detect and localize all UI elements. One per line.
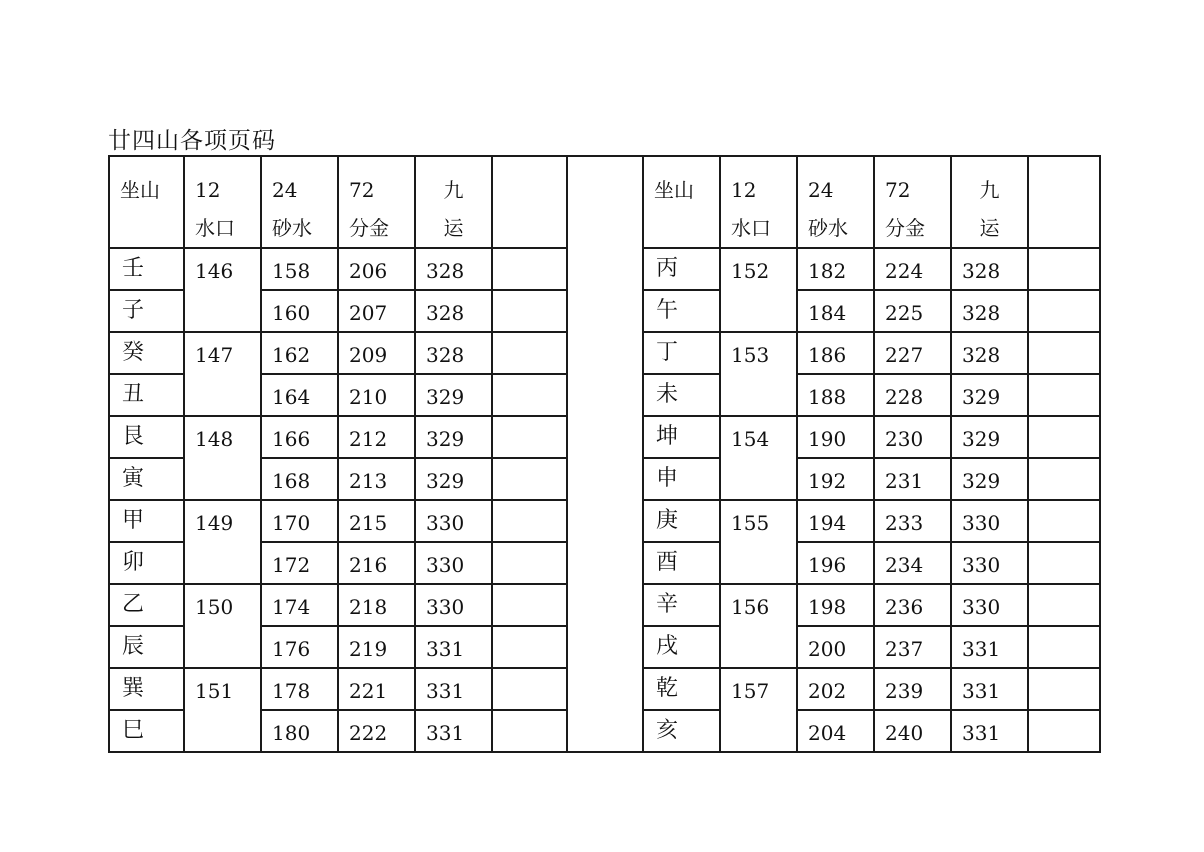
- sha-shui-cell: [797, 500, 874, 542]
- water-mouth-cell: [720, 668, 797, 752]
- mountain-cell-text: 子: [122, 298, 145, 323]
- fen-jin-cell-text: 225: [885, 301, 924, 325]
- fen-jin-cell: [338, 416, 415, 458]
- water-mouth-cell: [184, 416, 261, 500]
- water-mouth-cell: [184, 248, 261, 332]
- header-mountain-left: 坐山: [109, 156, 184, 248]
- sha-shui-cell-text: 176: [272, 637, 311, 661]
- header-blank-left: [492, 156, 567, 248]
- sha-shui-cell: [797, 248, 874, 290]
- mountain-cell-text: 庚: [656, 508, 679, 533]
- mountain-cell: [643, 290, 720, 332]
- water-mouth-cell-text: 152: [731, 259, 770, 283]
- header-fen-jin-right: 72 分金: [874, 156, 951, 248]
- sha-shui-cell-text: 182: [808, 259, 847, 283]
- sha-shui-cell-text: 170: [272, 511, 311, 535]
- jiu-yun-cell: [415, 710, 492, 752]
- fen-jin-cell-text: 236: [885, 595, 924, 619]
- mountain-cell-text: 酉: [656, 550, 679, 575]
- fen-jin-cell: [874, 710, 951, 752]
- water-mouth-cell-text: 148: [195, 427, 234, 451]
- water-mouth-cell-text: 155: [731, 511, 770, 535]
- mountain-cell-text: 辛: [656, 592, 679, 617]
- jiu-yun-cell: [415, 626, 492, 668]
- jiu-yun-cell-text: 328: [962, 301, 1001, 325]
- sha-shui-cell: [797, 668, 874, 710]
- fen-jin-cell: [338, 374, 415, 416]
- jiu-yun-cell-text: 328: [426, 301, 465, 325]
- sha-shui-cell: [261, 416, 338, 458]
- header-mountain-right: 坐山: [643, 156, 720, 248]
- mountain-cell-text: 坤: [656, 424, 679, 449]
- jiu-yun-cell-text: 329: [962, 469, 1001, 493]
- jiu-yun-cell: [951, 710, 1028, 752]
- jiu-yun-cell: [415, 584, 492, 626]
- blank-cell: [1028, 332, 1100, 374]
- mountain-cell-text: 卯: [122, 550, 145, 575]
- mountain-cell: [109, 584, 184, 626]
- jiu-yun-cell: [415, 416, 492, 458]
- jiu-yun-cell: [415, 542, 492, 584]
- water-mouth-cell-text: 146: [195, 259, 234, 283]
- fen-jin-cell-text: 222: [349, 721, 388, 745]
- header-jiu-yun-right: 九 运: [951, 156, 1028, 248]
- blank-cell: [492, 710, 567, 752]
- sha-shui-cell: [797, 332, 874, 374]
- mountain-cell-text: 亥: [656, 718, 679, 743]
- fen-jin-cell-text: 234: [885, 553, 924, 577]
- jiu-yun-cell-text: 329: [426, 427, 465, 451]
- jiu-yun-cell-text: 331: [426, 679, 465, 703]
- water-mouth-cell: [184, 668, 261, 752]
- water-mouth-cell: [720, 332, 797, 416]
- blank-cell: [492, 668, 567, 710]
- mountain-cell: [643, 584, 720, 626]
- mountain-cell-text: 丑: [122, 382, 145, 407]
- sha-shui-cell-text: 204: [808, 721, 847, 745]
- jiu-yun-cell: [951, 500, 1028, 542]
- fen-jin-cell-text: 239: [885, 679, 924, 703]
- blank-cell: [492, 374, 567, 416]
- blank-cell: [1028, 374, 1100, 416]
- blank-cell: [1028, 500, 1100, 542]
- jiu-yun-cell: [415, 458, 492, 500]
- sha-shui-cell: [797, 542, 874, 584]
- fen-jin-cell: [874, 668, 951, 710]
- mountain-cell-text: 丙: [656, 256, 679, 281]
- sha-shui-cell: [797, 458, 874, 500]
- mountain-cell: [109, 290, 184, 332]
- sha-shui-cell-text: 202: [808, 679, 847, 703]
- blank-cell: [1028, 710, 1100, 752]
- mountain-cell: [109, 458, 184, 500]
- fen-jin-cell: [874, 626, 951, 668]
- sha-shui-cell: [797, 416, 874, 458]
- jiu-yun-cell-text: 329: [962, 427, 1001, 451]
- jiu-yun-cell: [951, 668, 1028, 710]
- sha-shui-cell-text: 178: [272, 679, 311, 703]
- fen-jin-cell: [338, 332, 415, 374]
- sha-shui-cell-text: 186: [808, 343, 847, 367]
- jiu-yun-cell-text: 331: [426, 721, 465, 745]
- fen-jin-cell: [874, 248, 951, 290]
- mountain-cell-text: 午: [656, 298, 679, 323]
- jiu-yun-cell: [415, 374, 492, 416]
- jiu-yun-cell-text: 329: [426, 469, 465, 493]
- fen-jin-cell: [874, 332, 951, 374]
- fen-jin-cell-text: 210: [349, 385, 388, 409]
- fen-jin-cell-text: 240: [885, 721, 924, 745]
- header-jiu-yun-left: 九 运: [415, 156, 492, 248]
- sha-shui-cell: [797, 374, 874, 416]
- sha-shui-cell: [261, 458, 338, 500]
- blank-cell: [492, 416, 567, 458]
- jiu-yun-cell-text: 330: [426, 595, 465, 619]
- page-index-table: [108, 155, 1101, 753]
- header-water-mouth-left: 12 水口: [184, 156, 261, 248]
- mountain-cell: [109, 710, 184, 752]
- fen-jin-cell-text: 213: [349, 469, 388, 493]
- jiu-yun-cell: [951, 626, 1028, 668]
- sha-shui-cell-text: 166: [272, 427, 311, 451]
- fen-jin-cell: [874, 458, 951, 500]
- water-mouth-cell: [184, 332, 261, 416]
- water-mouth-cell-text: 153: [731, 343, 770, 367]
- fen-jin-cell: [874, 290, 951, 332]
- mountain-cell-text: 寅: [122, 466, 145, 491]
- mountain-cell: [109, 416, 184, 458]
- sha-shui-cell: [261, 248, 338, 290]
- mountain-cell-text: 乾: [656, 676, 679, 701]
- sha-shui-cell: [261, 500, 338, 542]
- blank-cell: [1028, 584, 1100, 626]
- jiu-yun-cell-text: 331: [962, 721, 1001, 745]
- fen-jin-cell: [338, 584, 415, 626]
- blank-cell: [492, 542, 567, 584]
- fen-jin-cell: [338, 710, 415, 752]
- header-sha-shui-left: 24 砂水: [261, 156, 338, 248]
- water-mouth-cell-text: 154: [731, 427, 770, 451]
- sha-shui-cell-text: 184: [808, 301, 847, 325]
- fen-jin-cell: [874, 542, 951, 584]
- page-title: 廿四山各项页码: [108, 128, 276, 154]
- jiu-yun-cell-text: 331: [962, 637, 1001, 661]
- sha-shui-cell-text: 198: [808, 595, 847, 619]
- water-mouth-cell: [720, 584, 797, 668]
- blank-cell: [1028, 668, 1100, 710]
- fen-jin-cell-text: 233: [885, 511, 924, 535]
- jiu-yun-cell-text: 330: [962, 511, 1001, 535]
- mountain-cell-text: 辰: [122, 634, 145, 659]
- fen-jin-cell-text: 212: [349, 427, 388, 451]
- mountain-cell: [109, 332, 184, 374]
- water-mouth-cell-text: 157: [731, 679, 770, 703]
- blank-cell: [492, 248, 567, 290]
- water-mouth-cell: [720, 248, 797, 332]
- fen-jin-cell: [874, 374, 951, 416]
- fen-jin-cell: [338, 500, 415, 542]
- water-mouth-cell: [720, 416, 797, 500]
- sha-shui-cell-text: 194: [808, 511, 847, 535]
- sha-shui-cell-text: 174: [272, 595, 311, 619]
- jiu-yun-cell-text: 329: [962, 385, 1001, 409]
- sha-shui-cell-text: 164: [272, 385, 311, 409]
- jiu-yun-cell-text: 331: [426, 637, 465, 661]
- blank-cell: [1028, 542, 1100, 584]
- mountain-cell: [643, 248, 720, 290]
- blank-cell: [1028, 626, 1100, 668]
- jiu-yun-cell-text: 330: [962, 595, 1001, 619]
- sha-shui-cell: [261, 290, 338, 332]
- fen-jin-cell-text: 237: [885, 637, 924, 661]
- sha-shui-cell: [261, 668, 338, 710]
- water-mouth-cell: [720, 500, 797, 584]
- fen-jin-cell: [338, 458, 415, 500]
- header-fen-jin-left: 72 分金: [338, 156, 415, 248]
- mountain-cell: [109, 374, 184, 416]
- water-mouth-cell-text: 156: [731, 595, 770, 619]
- mountain-cell: [643, 374, 720, 416]
- fen-jin-cell-text: 224: [885, 259, 924, 283]
- jiu-yun-cell: [415, 290, 492, 332]
- sha-shui-cell-text: 190: [808, 427, 847, 451]
- fen-jin-cell: [338, 542, 415, 584]
- fen-jin-cell-text: 231: [885, 469, 924, 493]
- blank-cell: [1028, 416, 1100, 458]
- blank-cell: [1028, 458, 1100, 500]
- mountain-cell: [109, 500, 184, 542]
- jiu-yun-cell: [951, 542, 1028, 584]
- mountain-cell: [643, 710, 720, 752]
- fen-jin-cell-text: 209: [349, 343, 388, 367]
- mountain-cell-text: 癸: [122, 340, 145, 365]
- jiu-yun-cell-text: 330: [426, 553, 465, 577]
- fen-jin-cell-text: 218: [349, 595, 388, 619]
- fen-jin-cell: [874, 500, 951, 542]
- fen-jin-cell-text: 206: [349, 259, 388, 283]
- jiu-yun-cell: [415, 248, 492, 290]
- jiu-yun-cell: [951, 290, 1028, 332]
- sha-shui-cell-text: 192: [808, 469, 847, 493]
- fen-jin-cell-text: 228: [885, 385, 924, 409]
- sha-shui-cell: [261, 542, 338, 584]
- fen-jin-cell: [338, 626, 415, 668]
- jiu-yun-cell: [415, 668, 492, 710]
- jiu-yun-cell-text: 328: [962, 343, 1001, 367]
- header-row: [109, 156, 1100, 248]
- jiu-yun-cell: [951, 458, 1028, 500]
- fen-jin-cell: [338, 248, 415, 290]
- sha-shui-cell: [261, 626, 338, 668]
- jiu-yun-cell-text: 330: [426, 511, 465, 535]
- fen-jin-cell: [874, 416, 951, 458]
- fen-jin-cell-text: 216: [349, 553, 388, 577]
- fen-jin-cell-text: 219: [349, 637, 388, 661]
- sha-shui-cell: [261, 584, 338, 626]
- sha-shui-cell: [797, 626, 874, 668]
- mountain-cell-text: 巽: [122, 676, 145, 701]
- jiu-yun-cell-text: 328: [962, 259, 1001, 283]
- mountain-cell-text: 乙: [122, 592, 145, 617]
- jiu-yun-cell-text: 330: [962, 553, 1001, 577]
- fen-jin-cell-text: 215: [349, 511, 388, 535]
- mountain-cell-text: 戌: [656, 634, 679, 659]
- jiu-yun-cell: [951, 584, 1028, 626]
- sha-shui-cell-text: 158: [272, 259, 311, 283]
- fen-jin-cell-text: 227: [885, 343, 924, 367]
- water-mouth-cell-text: 150: [195, 595, 234, 619]
- blank-cell: [492, 584, 567, 626]
- blank-cell: [492, 290, 567, 332]
- fen-jin-cell-text: 221: [349, 679, 388, 703]
- jiu-yun-cell: [415, 500, 492, 542]
- jiu-yun-cell-text: 328: [426, 343, 465, 367]
- water-mouth-cell: [184, 584, 261, 668]
- water-mouth-cell: [184, 500, 261, 584]
- mountain-cell: [643, 500, 720, 542]
- jiu-yun-cell: [951, 374, 1028, 416]
- water-mouth-cell-text: 151: [195, 679, 234, 703]
- jiu-yun-cell: [951, 248, 1028, 290]
- sha-shui-cell: [797, 584, 874, 626]
- jiu-yun-cell: [951, 332, 1028, 374]
- sha-shui-cell-text: 162: [272, 343, 311, 367]
- blank-cell: [492, 332, 567, 374]
- sha-shui-cell-text: 172: [272, 553, 311, 577]
- blank-cell: [492, 626, 567, 668]
- sha-shui-cell: [797, 290, 874, 332]
- header-sha-shui-right: 24 砂水: [797, 156, 874, 248]
- fen-jin-cell-text: 207: [349, 301, 388, 325]
- water-mouth-cell-text: 149: [195, 511, 234, 535]
- blank-cell: [1028, 248, 1100, 290]
- mountain-cell: [643, 332, 720, 374]
- sha-shui-cell-text: 188: [808, 385, 847, 409]
- mountain-cell: [109, 542, 184, 584]
- fen-jin-cell: [338, 290, 415, 332]
- sha-shui-cell-text: 160: [272, 301, 311, 325]
- sha-shui-cell-text: 168: [272, 469, 311, 493]
- fen-jin-cell-text: 230: [885, 427, 924, 451]
- mountain-cell: [109, 626, 184, 668]
- jiu-yun-cell-text: 331: [962, 679, 1001, 703]
- mountain-cell-text: 申: [656, 466, 679, 491]
- mountain-cell-text: 未: [656, 382, 679, 407]
- mountain-cell: [643, 542, 720, 584]
- jiu-yun-cell: [951, 416, 1028, 458]
- mountain-cell-text: 丁: [656, 340, 679, 365]
- jiu-yun-cell: [415, 332, 492, 374]
- blank-cell: [492, 458, 567, 500]
- sha-shui-cell: [261, 710, 338, 752]
- header-blank-right: [1028, 156, 1100, 248]
- mountain-cell-text: 甲: [122, 508, 145, 533]
- mountain-cell: [109, 668, 184, 710]
- mountain-cell-text: 壬: [122, 256, 145, 281]
- jiu-yun-cell-text: 329: [426, 385, 465, 409]
- mountain-cell-text: 巳: [122, 718, 145, 743]
- sha-shui-cell: [261, 374, 338, 416]
- blank-cell: [492, 500, 567, 542]
- mountain-cell: [643, 626, 720, 668]
- sha-shui-cell-text: 196: [808, 553, 847, 577]
- sha-shui-cell-text: 200: [808, 637, 847, 661]
- center-divider-column: [567, 156, 643, 752]
- mountain-cell-text: 艮: [122, 424, 145, 449]
- water-mouth-cell-text: 147: [195, 343, 234, 367]
- blank-cell: [1028, 290, 1100, 332]
- sha-shui-cell-text: 180: [272, 721, 311, 745]
- header-water-mouth-right: 12 水口: [720, 156, 797, 248]
- fen-jin-cell: [338, 668, 415, 710]
- sha-shui-cell: [797, 710, 874, 752]
- mountain-cell: [643, 416, 720, 458]
- table-body: [109, 156, 1100, 752]
- mountain-cell: [643, 668, 720, 710]
- jiu-yun-cell-text: 328: [426, 259, 465, 283]
- fen-jin-cell: [874, 584, 951, 626]
- mountain-cell: [643, 458, 720, 500]
- sha-shui-cell: [261, 332, 338, 374]
- mountain-cell: [109, 248, 184, 290]
